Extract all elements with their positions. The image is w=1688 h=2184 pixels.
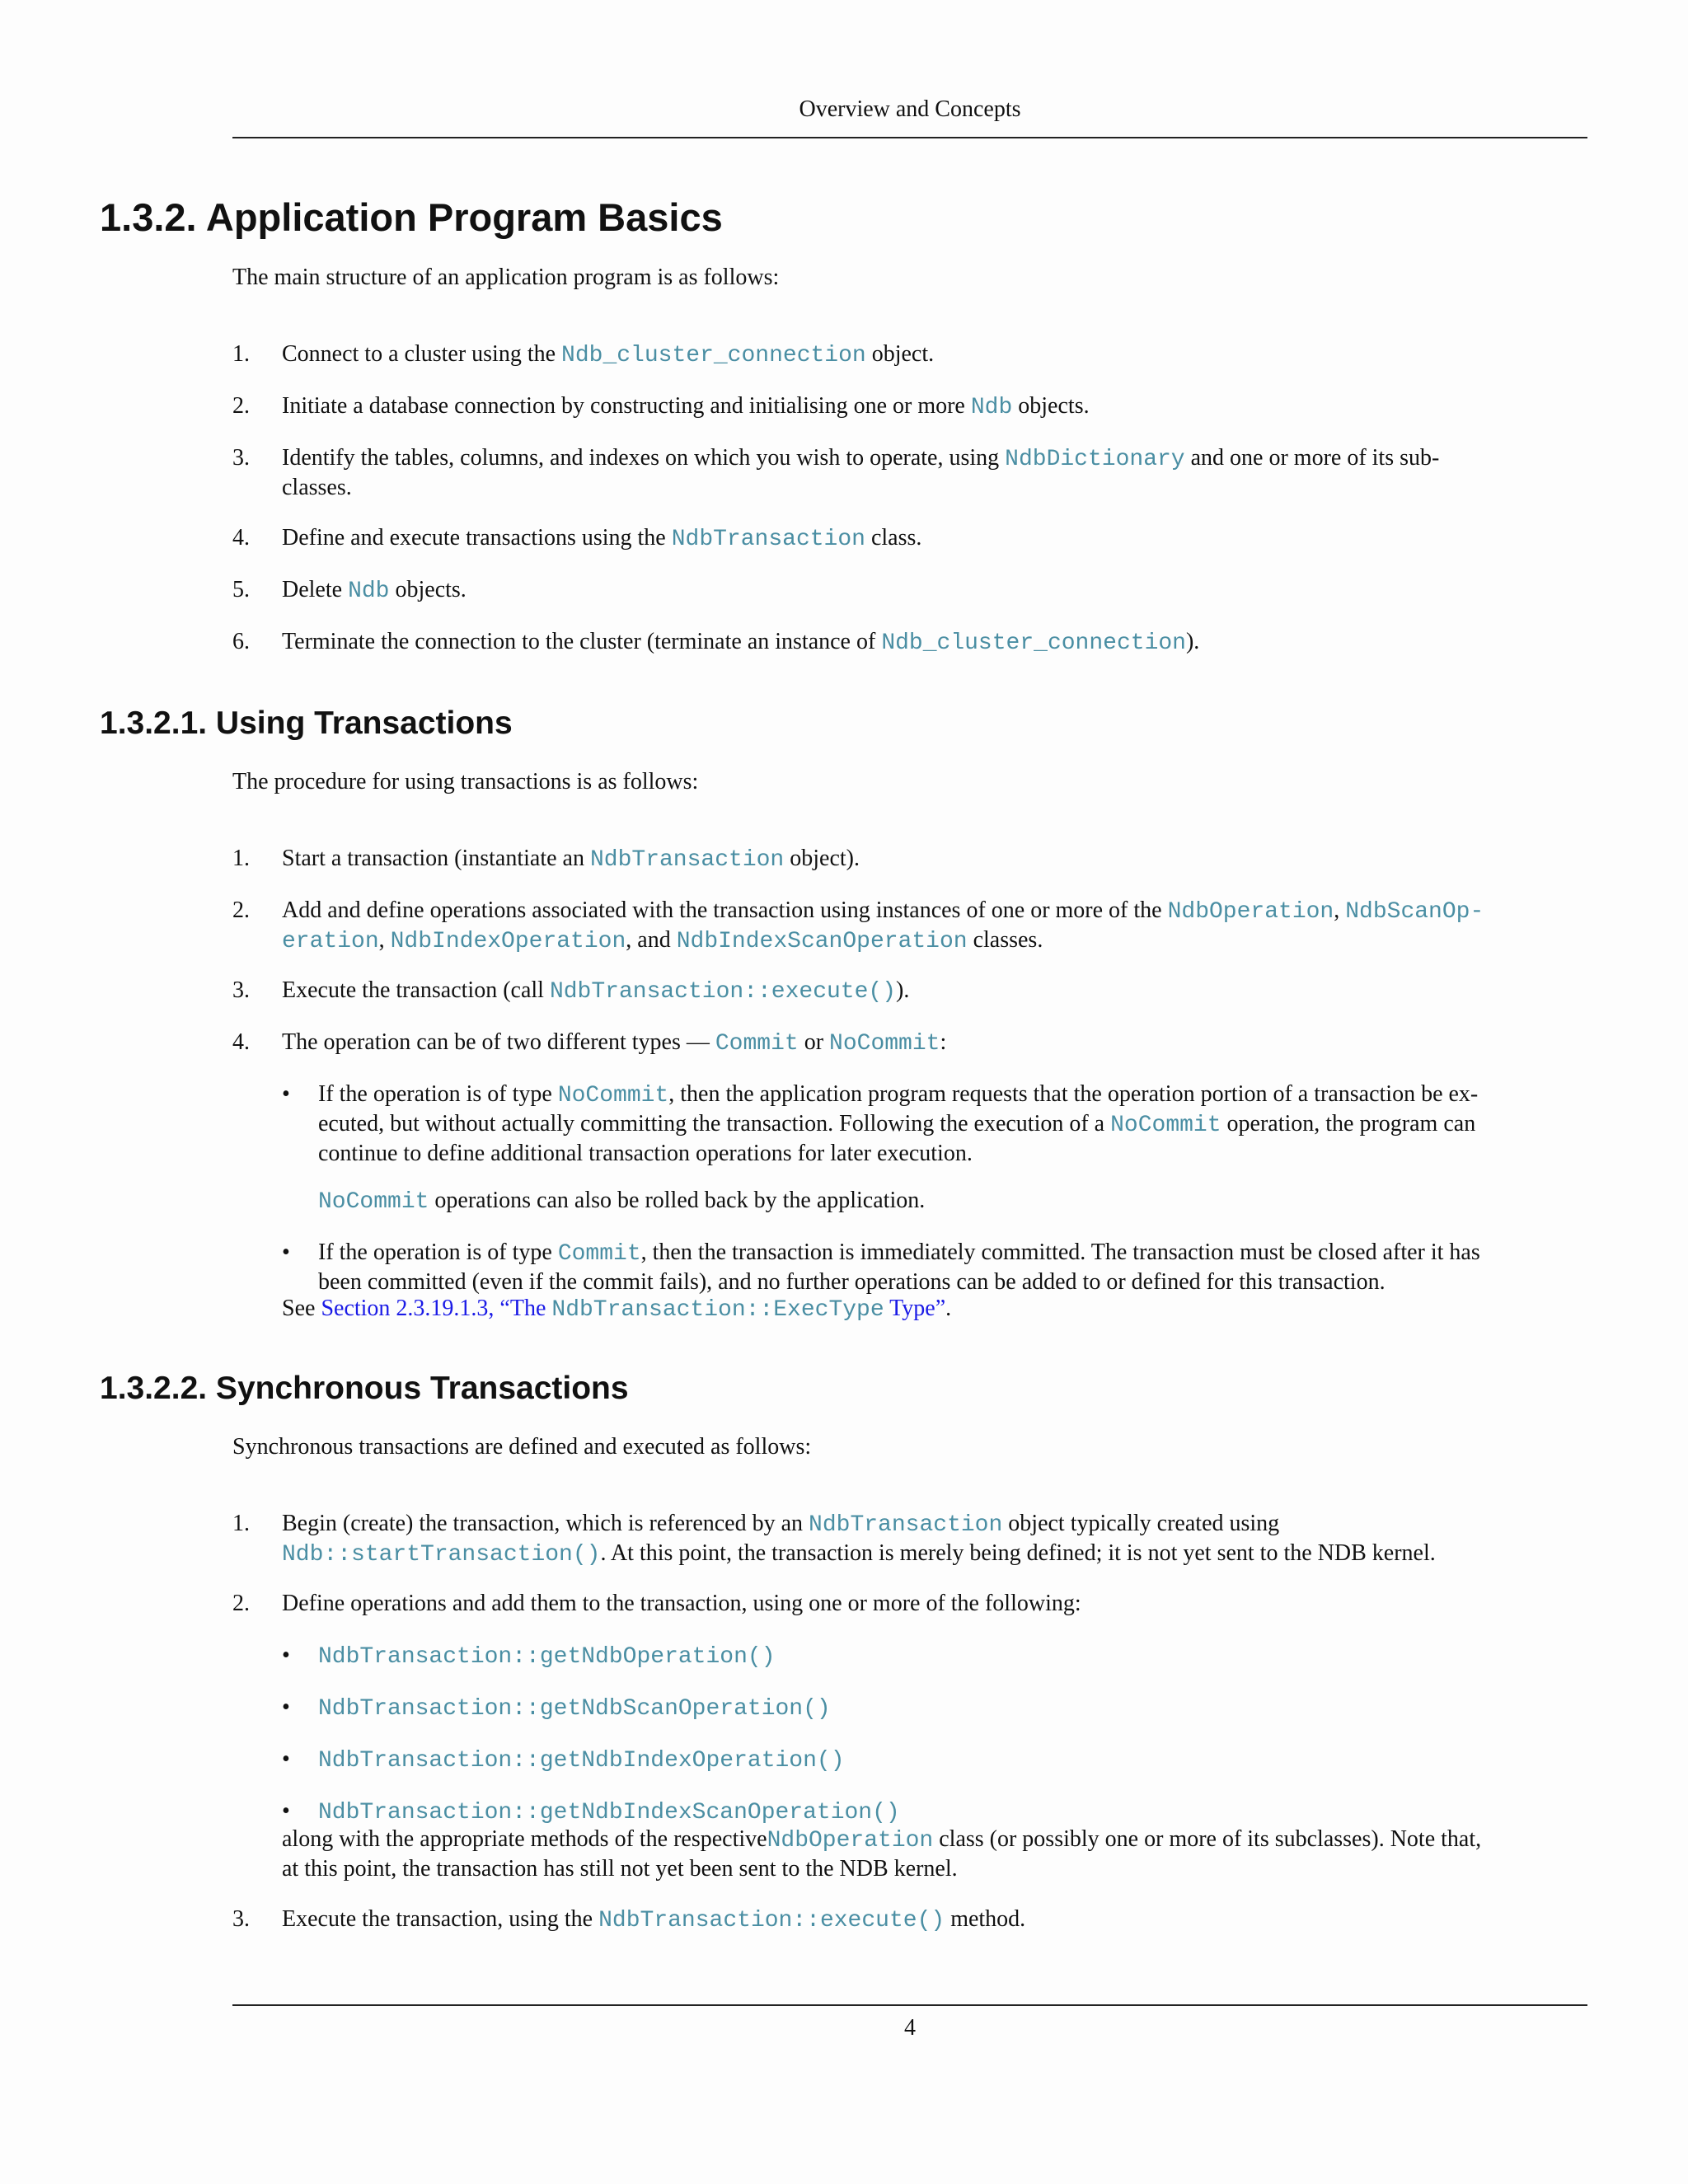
list-item: 4. Define and execute transactions using the NdbTransaction class. [232, 525, 922, 552]
list-number: 2. [232, 898, 250, 923]
bullet-marker: • [282, 1746, 290, 1772]
code-term[interactable]: NdbTransaction::ExecType [551, 1297, 884, 1323]
list-item: 4. The operation can be of two different types — Commit or NoCommit: [232, 1029, 947, 1057]
bullet-marker: • [282, 1694, 290, 1720]
list-number: 2. [232, 1591, 250, 1616]
list-item: 5. Delete Ndb objects. [232, 577, 467, 604]
list-item: 1. Begin (create) the transaction, which is referenced by an NdbTransaction object typically created using Ndb::startTransaction(). At this point, the transaction is merely being defined; it is not yet sent to the NDB kernel. [232, 1511, 1436, 1568]
list-item: 3. Execute the transaction (call NdbTransaction::execute()). [232, 977, 910, 1005]
bullet-marker: • [282, 1081, 290, 1107]
code-term: Commit [557, 1241, 641, 1267]
code-term: Ndb [970, 395, 1013, 420]
code-term: NdbTransaction [671, 527, 865, 552]
code-term: NdbTransaction [589, 847, 785, 873]
bullet-item [282, 1694, 1587, 1723]
code-term: NdbScanOp- [1345, 899, 1484, 925]
code-term: NdbTransaction::execute() [549, 979, 897, 1005]
list-item: 2. Add and define operations associated with the transaction using instances of one or more of the NdbOperation, NdbScanOp- eration, NdbIndexOperation, and NdbIndexScanOperation classes. [232, 898, 1484, 954]
code-term: Ndb::startTransaction() [282, 1542, 601, 1568]
bullet-marker: • [282, 1240, 290, 1265]
subsection-title: 1.3.2.2. Synchronous Transactions [100, 1371, 629, 1406]
subsection-intro: Synchronous transactions are defined and executed as follows: [232, 1434, 812, 1460]
code-term: NdbTransaction [809, 1512, 1003, 1538]
list-continuation: along with the appropriate methods of the respectiveNdbOperation class (or possibly one or more of its subclasses). Note that, at this point, the transaction has still not yet been sent to the NDB kernel. [282, 1826, 1482, 1882]
bullet-continuation: NoCommit operations can also be rolled back by the application. [318, 1188, 926, 1215]
list-number: 5. [232, 577, 250, 602]
code-term: Commit [715, 1031, 799, 1057]
code-term: eration [282, 929, 379, 954]
list-number: 1. [232, 846, 250, 871]
footer-rule [232, 2004, 1587, 2006]
bullet-marker: • [282, 1643, 290, 1668]
bullet-item: • If the operation is of type NoCommit, then the application program requests that the operation portion of a transaction be ex- ecuted, but without actually committing the transaction. Following the execution of a NoCommit operation, the program can continue to define additional transaction operations for later execution. [282, 1081, 1479, 1166]
code-term: NoCommit [829, 1031, 940, 1057]
code-term: NoCommit [557, 1083, 669, 1108]
list-item: 3. Execute the transaction, using the NdbTransaction::execute() method. [232, 1906, 1026, 1933]
code-term: NdbTransaction::getNdbScanOperation() [318, 1696, 831, 1722]
running-header: Overview and Concepts [799, 96, 1021, 122]
list-number: 1. [232, 341, 250, 367]
subsection-title: 1.3.2.1. Using Transactions [100, 705, 513, 741]
list-number: 6. [232, 629, 250, 654]
list-number: 3. [232, 977, 250, 1003]
page-number: 4 [904, 2015, 916, 2041]
see-also-line: See Section 2.3.19.1.3, “The NdbTransaction::ExecType Type”. [282, 1296, 952, 1323]
list-item: 1. Connect to a cluster using the Ndb_cluster_connection object. [232, 341, 935, 368]
list-item: 1. Start a transaction (instantiate an NdbTransaction object). [232, 846, 860, 873]
code-term: Ndb_cluster_connection [881, 630, 1186, 656]
bullet-item [282, 1642, 1587, 1671]
code-term: NdbIndexOperation [390, 929, 626, 954]
bullet-item [282, 1797, 1587, 1827]
section-title: 1.3.2. Application Program Basics [100, 195, 723, 239]
code-term: NdbTransaction::execute() [598, 1908, 945, 1933]
code-term: Ndb_cluster_connection [561, 343, 866, 368]
list-number: 3. [232, 1906, 250, 1932]
code-term: NdbTransaction::getNdbIndexScanOperation() [318, 1800, 900, 1825]
code-term: NdbDictionary [1005, 447, 1185, 472]
code-term: NoCommit [318, 1189, 429, 1215]
list-item: 3. Identify the tables, columns, and indexes on which you wish to operate, using NdbDictionary and one or more of its sub- classes. [232, 445, 1440, 500]
list-item: 6. Terminate the connection to the cluster (terminate an instance of Ndb_cluster_connection). [232, 629, 1200, 656]
bullet-item: • If the operation is of type Commit, then the transaction is immediately committed. The transaction must be closed after it has been committed (even if the commit fails), and no further operations can be added to or defined for this transaction. [282, 1240, 1480, 1295]
list-item: 2. Initiate a database connection by constructing and initialising one or more Ndb objects. [232, 393, 1090, 420]
code-term: NdbOperation [1167, 899, 1334, 925]
subsection-intro: The procedure for using transactions is as follows: [232, 769, 699, 794]
code-term: NoCommit [1110, 1113, 1221, 1138]
code-term: NdbTransaction::getNdbOperation() [318, 1644, 776, 1670]
section-link[interactable]: Section 2.3.19.1.3, “The NdbTransaction::ExecType Type” [321, 1296, 946, 1323]
header-rule [232, 137, 1587, 138]
code-term: NdbIndexScanOperation [676, 929, 968, 954]
section-intro: The main structure of an application program is as follows: [232, 265, 780, 290]
list-number: 1. [232, 1511, 250, 1536]
list-number: 2. [232, 393, 250, 419]
code-term: Ndb [348, 579, 390, 604]
list-number: 3. [232, 445, 250, 471]
code-term: NdbTransaction::getNdbIndexOperation() [318, 1748, 845, 1774]
bullet-marker: • [282, 1798, 290, 1824]
list-number: 4. [232, 1029, 250, 1055]
code-term: NdbOperation [767, 1828, 934, 1854]
list-number: 4. [232, 525, 250, 551]
bullet-item [282, 1746, 1587, 1775]
list-item: 2. Define operations and add them to the transaction, using one or more of the following: [232, 1591, 1081, 1616]
